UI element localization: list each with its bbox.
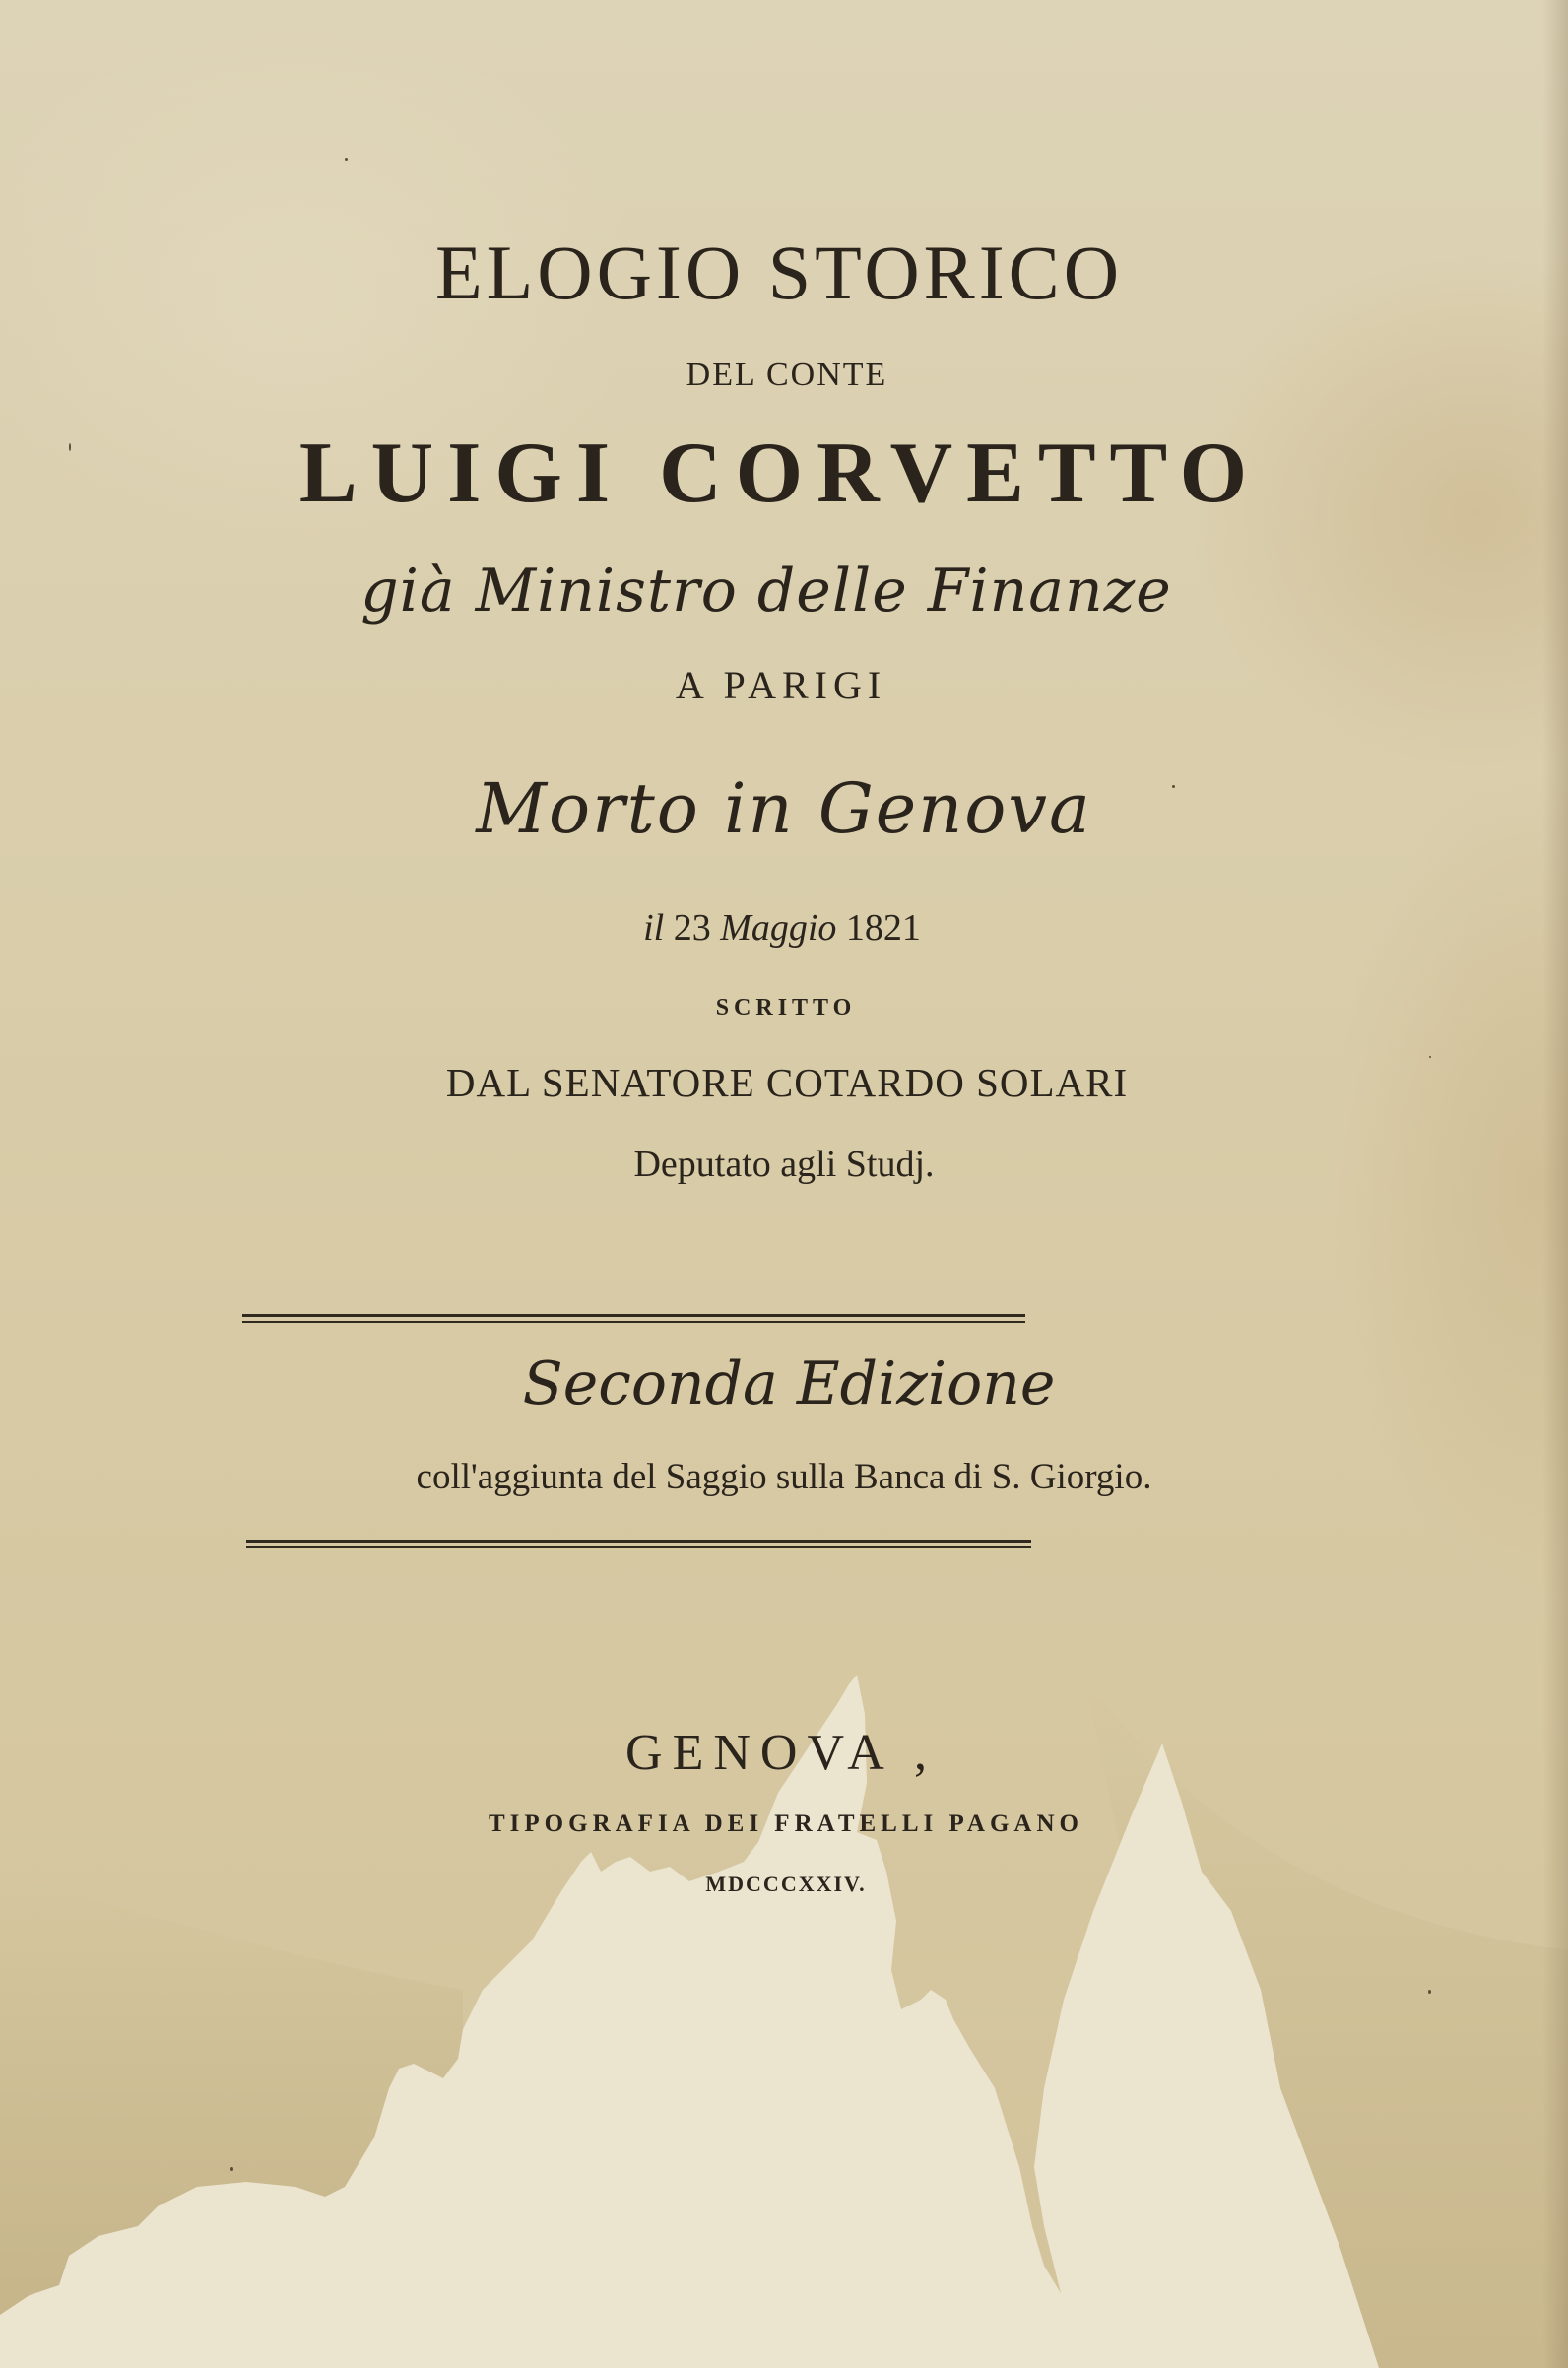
date-year: 1821 (845, 907, 921, 949)
title-line-elogio-storico: ELOGIO STORICO (434, 230, 1124, 315)
author-name: DAL SENATORE COTARDO SOLARI (445, 1060, 1129, 1105)
title-line-del-conte: DEL CONTE (686, 357, 888, 393)
paper-speck (1428, 1990, 1431, 1994)
title-line-a-parigi: A PARIGI (675, 663, 887, 707)
edition-label: Seconda Edizione (522, 1349, 1056, 1418)
paper-speck (69, 443, 71, 451)
imprint-city: GENOVA , (625, 1725, 937, 1781)
double-rule-divider (246, 1540, 1031, 1548)
paper-speck (1429, 1056, 1431, 1058)
title-line-subject-name: LUIGI CORVETTO (298, 426, 1262, 521)
date-prefix: il (643, 907, 665, 949)
paper-speck (345, 158, 348, 161)
author-role: Deputato agli Studj. (633, 1144, 935, 1185)
double-rule-divider (242, 1314, 1025, 1323)
paper-speck (1172, 785, 1175, 788)
edition-addition-note: coll'aggiunta del Saggio sulla Banca di S. Giorgio. (416, 1457, 1152, 1497)
imprint-printer: TIPOGRAFIA DEI FRATELLI PAGANO (489, 1810, 1083, 1837)
written-label: SCRITTO (715, 995, 857, 1020)
imprint-year: MDCCCXXIV. (705, 1872, 867, 1896)
death-date (0, 906, 1568, 950)
date-month: Maggio (720, 907, 837, 949)
date-day: 23 (673, 907, 711, 949)
title-line-morto-in-genova: Morto in Genova (476, 768, 1092, 849)
title-line-minister: già Ministro delle Finanze (360, 557, 1172, 625)
paper-speck (230, 2167, 233, 2171)
